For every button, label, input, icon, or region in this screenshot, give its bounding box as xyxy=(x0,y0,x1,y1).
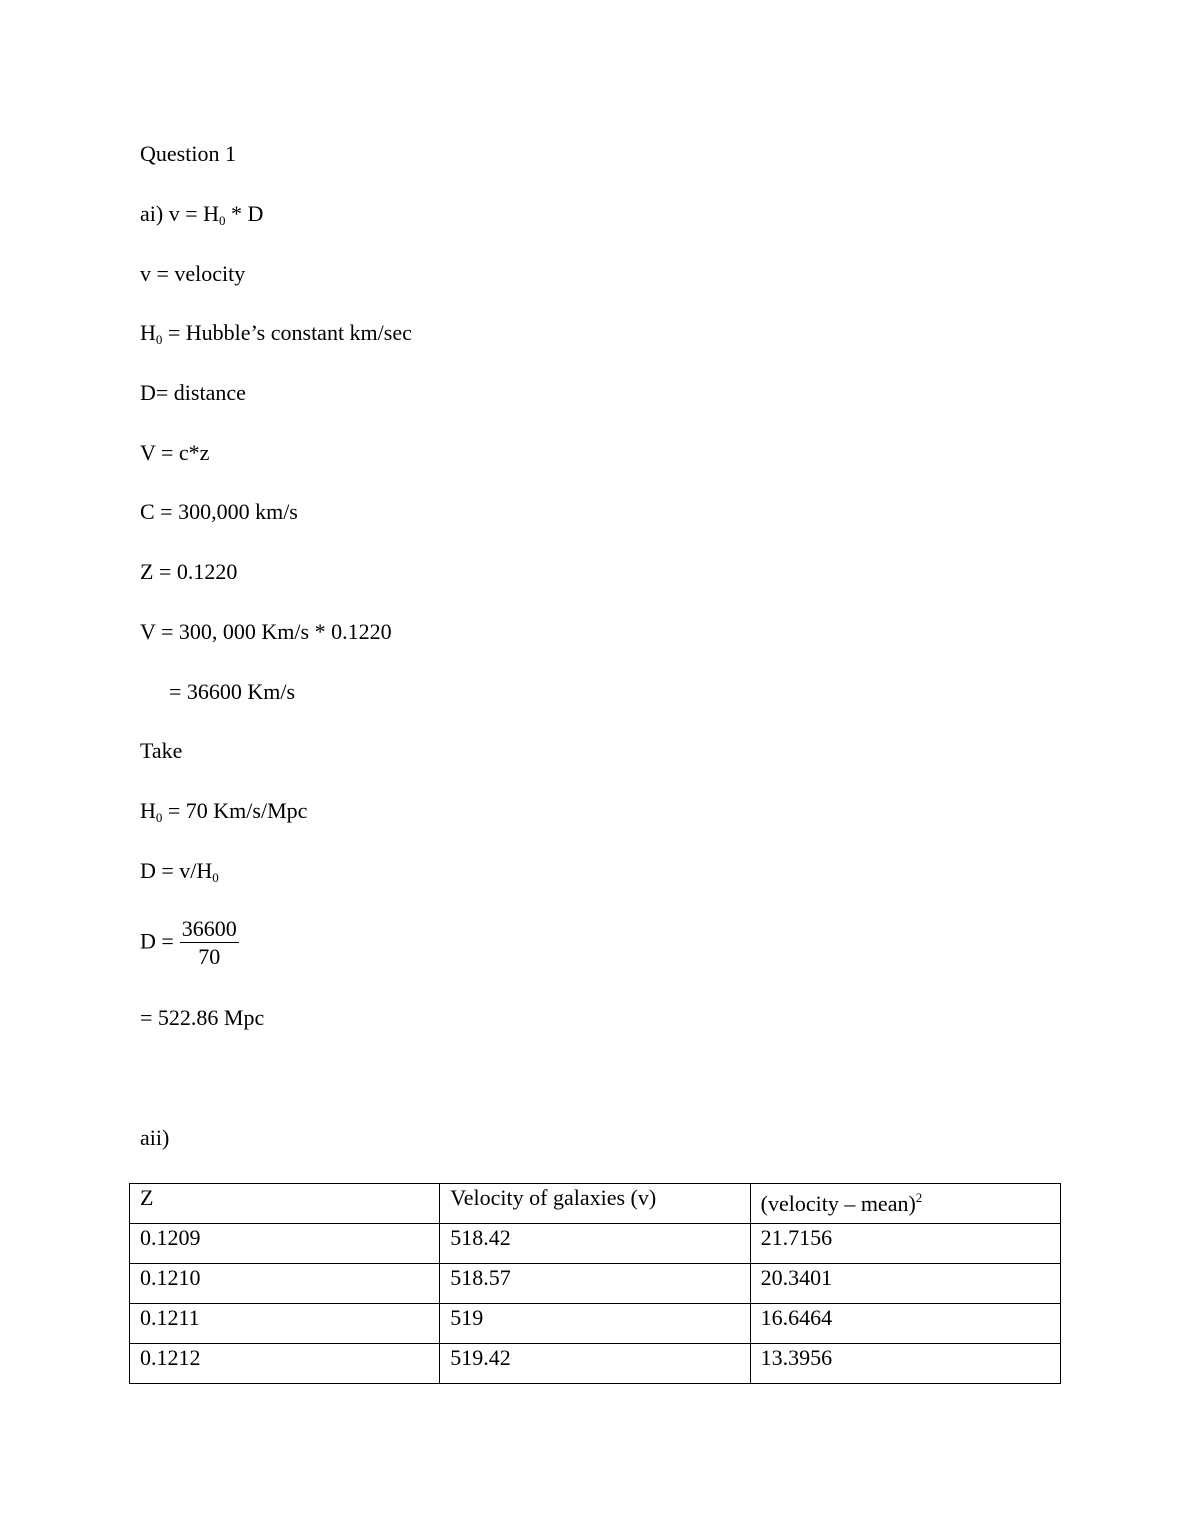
table-header-row xyxy=(130,1184,1061,1224)
table-cell: 20.3401 xyxy=(750,1264,1060,1304)
definition-text: = Hubble’s constant km/sec xyxy=(162,320,412,345)
aii-label: aii) xyxy=(140,1125,170,1150)
table-cell: 16.6464 xyxy=(750,1304,1060,1344)
question-title: Question 1 xyxy=(140,141,236,166)
velocity-calculation: V = 300, 000 Km/s * 0.1220 xyxy=(140,619,392,644)
hubble-constant-definition xyxy=(140,320,412,353)
table-cell: 518.57 xyxy=(440,1264,750,1304)
hubble-constant-value xyxy=(140,798,307,831)
subscript: 0 xyxy=(155,810,163,825)
velocity-result: = 36600 Km/s xyxy=(169,679,296,704)
header-text: (velocity – mean) xyxy=(760,1191,916,1216)
table-cell: 13.3956 xyxy=(750,1344,1060,1384)
formula-prefix: ai) v = H xyxy=(140,201,219,226)
fraction-label: D = xyxy=(140,928,174,954)
speed-of-light-value: C = 300,000 km/s xyxy=(140,499,298,524)
fraction-numerator: 36600 xyxy=(181,916,237,941)
take-label: Take xyxy=(140,738,183,763)
distance-formula xyxy=(140,858,219,891)
superscript: 2 xyxy=(915,1190,923,1205)
table-row xyxy=(130,1224,1061,1264)
velocity-definition: v = velocity xyxy=(140,261,246,286)
formula-suffix: * D xyxy=(225,201,264,226)
formula-text: D = v/H xyxy=(140,858,213,883)
distance-fraction xyxy=(140,916,239,971)
galaxy-velocity-table xyxy=(129,1183,1061,1384)
table-cell: 0.1209 xyxy=(130,1224,440,1264)
distance-result: = 522.86 Mpc xyxy=(140,1005,265,1030)
fraction xyxy=(180,916,239,971)
value-text: = 70 Km/s/Mpc xyxy=(162,798,308,823)
table-cell: 0.1212 xyxy=(130,1344,440,1384)
table-cell: 519 xyxy=(440,1304,750,1344)
subscript: 0 xyxy=(155,332,163,347)
velocity-redshift-formula: V = c*z xyxy=(140,440,210,465)
subscript: 0 xyxy=(212,870,219,885)
fraction-denominator: 70 xyxy=(198,944,221,969)
subscript: 0 xyxy=(219,213,226,228)
distance-definition: D= distance xyxy=(140,380,246,405)
header-cell-z: Z xyxy=(130,1184,440,1224)
table-cell: 518.42 xyxy=(440,1224,750,1264)
table-row xyxy=(130,1304,1061,1344)
table-cell: 0.1211 xyxy=(130,1304,440,1344)
table-row xyxy=(130,1264,1061,1304)
table-cell: 0.1210 xyxy=(130,1264,440,1304)
table-cell: 21.7156 xyxy=(750,1224,1060,1264)
header-cell-deviation xyxy=(750,1184,1060,1224)
hubble-law-formula xyxy=(140,201,263,234)
header-cell-velocity: Velocity of galaxies (v) xyxy=(440,1184,750,1224)
symbol: H xyxy=(140,798,156,823)
symbol: H xyxy=(140,320,156,345)
redshift-value: Z = 0.1220 xyxy=(140,559,238,584)
table-row xyxy=(130,1344,1061,1384)
table-cell: 519.42 xyxy=(440,1344,750,1384)
